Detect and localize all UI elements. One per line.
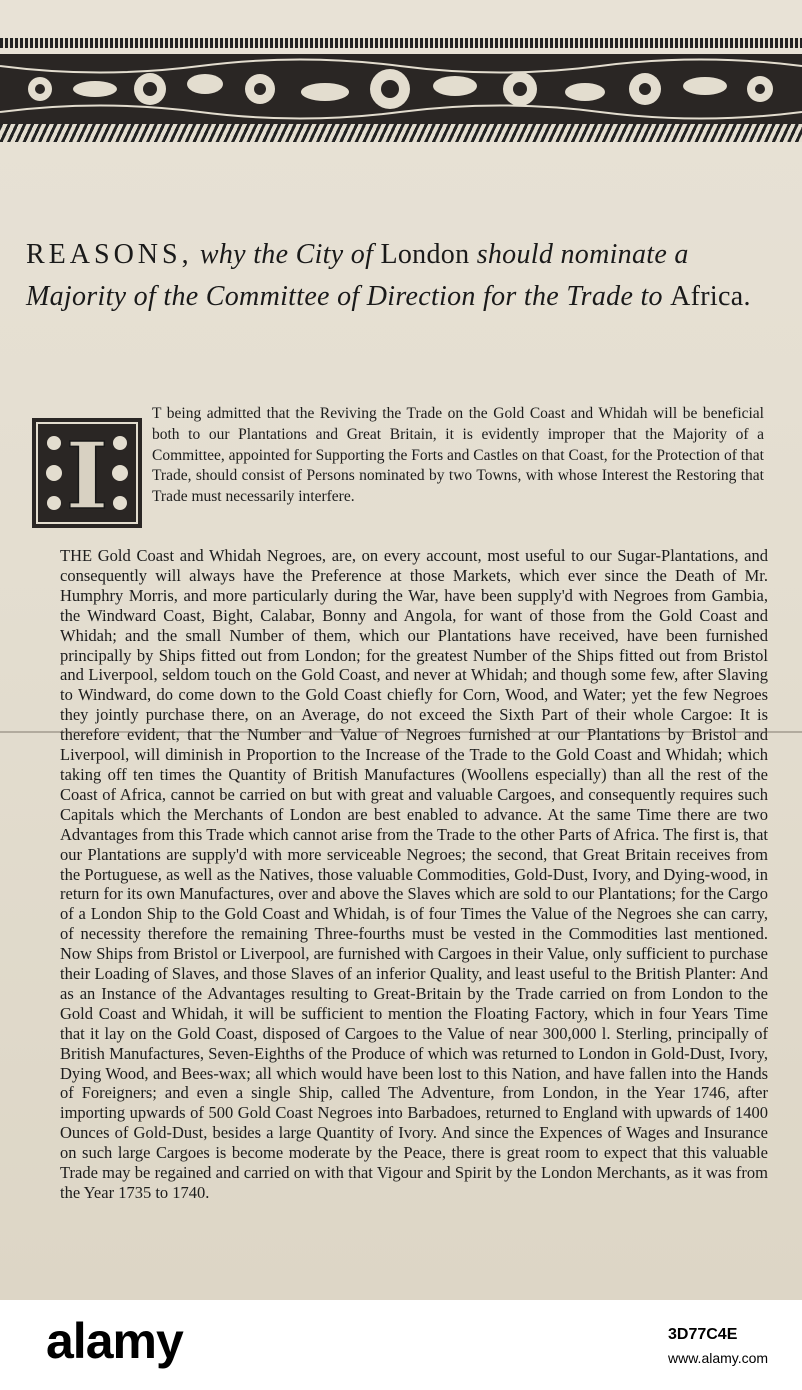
title-city: London (380, 239, 470, 270)
body-paragraph: THE Gold Coast and Whidah Negroes, are, on every account, most useful to our Sugar-Plantations, and consequently will always have the Preference at those Markets, which ever since the Death of Mr. Humphry Morris, and more particularly during the War, have been supply'd with Negroes from Gambia, the Windward Coast, Bight, Calabar, Bonny and Angola, for want of those from the Gold Coast and Whidah; and the small Number of them, which our Plantations have received, have been furnished principally by Ships fitted out from London; for the greatest Number of the Ships fitted out from Bristol and Liverpool, seldom touch on the Gold Coast, and never at Whidah; and though some few, after Slaving to Windward, do come down to the Gold Coast chiefly for Corn, Wood, and Water; yet the few Negroes they jointly purchase there, on an Average, do not exceed the Sixth Part of their whole Cargoe: It is therefore evident, that the Number and Value of Negroes furnished at our Plantations by Bristol and Liverpool, will diminish in Proportion to the Increase of the Trade to the Gold Coast and Whidah; which taking off ten times the Quantity of British Manufactures (Woollens especially) than all the rest of the Coast of Africa, cannot be carried on but with great and valuable Cargoes, and consequently requires such Capitals which the Merchants of London are best enabled to advance. At the same Time there are two Advantages from this Trade which cannot arise from the Trade to the other Parts of Africa. The first is, that our Plantations are supply'd with more serviceable Negroes; the second, that Great Britain receives from the Portuguese, as well as the Natives, those valuable Commodities, Gold-Dust, Ivory, and Dying-wood, in return for its own Manufactures, over and above the Slaves which are sold to our Plantations; for the Cargo of a London Ship to the Gold Coast and Whidah, is of four Times the Value of the Negroes she can carry, of necessity therefore the remaining Three-fourths must be vested in the Commodities last mentioned. Now Ships from Bristol or Liverpool, are furnished with Cargoes in their Value, only sufficient to purchase their Loading of Slaves, and those Slaves of an inferior Quality, and least useful to the British Planter: And as an Instance of the Advantages resulting to Great-Britain by the Trade carried on from London to the Gold Coast and Whidah, it will be sufficient to mention the Floating Factory, which in four Years Time that it lay on the Gold Coast, disposed of Cargoes to the Value of near 300,000 l. Sterling, principally of British Manufactures, Seven-Eighths of the Produce of which was returned to London in Gold-Dust, Ivory, Dying Wood, and Bees-wax; all which would have been lost to this Nation, and have fallen into the Hands of Foreigners; and even a single Ship, called The Adventure, from London, in the Year 1746, after importing upwards of 500 Gold Coast Negroes into Barbadoes, returned to England with upwards of 1400 Ounces of Gold-Dust, besides a large Quantity of Ivory. And since the Expences of Wages and Insurance on such large Cargoes is become moderate by the Peace, there is great room to expect that this valuable Trade may be regained and carried on with that Vigour and Spirit by the London Merchants, as it was from the Year 1735 to 1740. (60, 546, 768, 1202)
title-reasons: REASONS, (26, 239, 193, 270)
title-part1: why the City of (199, 239, 381, 270)
initial-letter: I (65, 422, 109, 528)
image-id: 3D77C4E (668, 1326, 738, 1343)
opening-paragraph: T being admitted that the Reviving the Trade on the Gold Coast and Whidah will be beneficial both to our Plantations and Great Britain, it is evidently improper that the Majority of a Committee, appointed for Supporting the Forts and Castles on that Coast, for the Protection of that Trade, should consist of Persons nominated by two Towns, with whose Interest the Restoring that Trade must necessarily interfere. (152, 405, 764, 506)
decorative-initial-icon (32, 418, 142, 528)
floral-border-ornament (0, 54, 802, 124)
hatched-rule (0, 124, 802, 142)
watermark-url: www.alamy.com (668, 1350, 769, 1366)
top-rule (0, 38, 802, 48)
alamy-logo: alamy (46, 1313, 183, 1369)
document-title (26, 234, 786, 318)
title-part2: should nominate a Majority of the Committee of Direction for the Trade to (26, 239, 689, 312)
title-africa: Africa. (670, 281, 751, 312)
fold-crease (0, 731, 802, 733)
